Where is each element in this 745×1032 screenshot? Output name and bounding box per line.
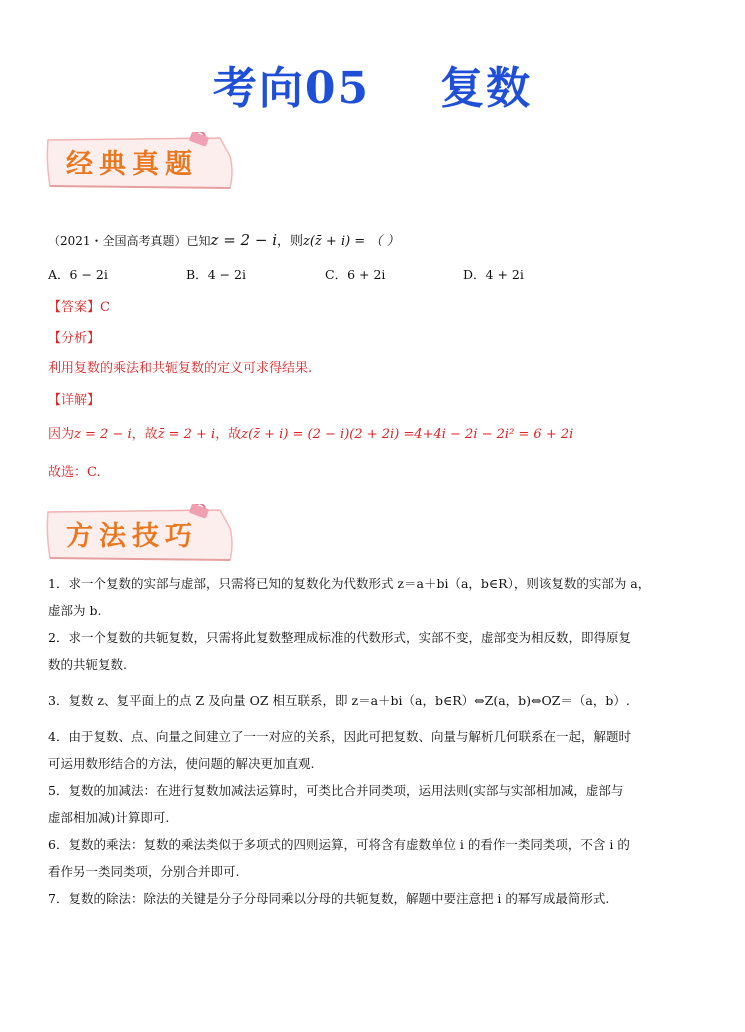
detail-expr1: z = 2 − i: [74, 427, 132, 442]
question-source: （2021・全国高考真题）已知: [48, 234, 211, 248]
detail-expr2: z̄ = 2 + i: [157, 427, 216, 442]
title-part1: 考向05: [212, 63, 371, 114]
option-b: B．4 − 2i: [186, 267, 247, 282]
question-expr1: z = 2 − i: [210, 231, 277, 249]
question-line: [48, 230, 399, 249]
detail-conclusion: 故选：C.: [48, 465, 101, 480]
option-c: C．6 + 2i: [325, 267, 386, 282]
question-mid: ，则: [277, 234, 304, 249]
option-d: D．4 + 2i: [463, 267, 524, 282]
tip-4-line2: 可运用数形结合的方法，使问题的解决更加直观.: [48, 756, 315, 771]
analysis-label: 【分析】: [48, 331, 101, 346]
detail-line: 因为z = 2 − i，故z̄ = 2 + i，故z(z̄ + i) = (2 − i)(2 + 2i) =4+4i − 2i − 2i² = 6 + 2i: [48, 427, 574, 442]
analysis-text: 利用复数的乘法和共轭复数的定义可求得结果.: [48, 361, 313, 376]
answer-line: [48, 296, 110, 315]
tip-5-line1: 5．复数的加减法：在进行复数加减法运算时，可类比合并同类项，运用法则(实部与实部相加减，虚部与: [48, 783, 624, 798]
section-label-methods: 方法技巧: [66, 521, 198, 552]
tip-3-line1: 3．复数 z、复平面上的点 Z 及向量 OZ 相互联系，即 z＝a＋bi（a，b∈R）⇔Z(a，b)⇔OZ＝（a，b）.: [48, 693, 630, 708]
tip-6-line2: 看作另一类同类项，分别合并即可.: [48, 864, 240, 879]
title-part2: 复数: [440, 63, 533, 114]
question-expr2: z(z̄ + i) = （ ）: [303, 234, 400, 249]
page-title: [0, 52, 745, 116]
tip-7-line1: 7．复数的除法：除法的关键是分子分母同乘以分母的共轭复数，解题中要注意把 i 的幂写成最简形式.: [48, 891, 610, 906]
tips-list: [48, 570, 698, 912]
section-banner-classic: [44, 132, 234, 190]
tip-1-line2: 虚部为 b.: [48, 603, 102, 618]
answer-label: 【答案】: [48, 300, 101, 315]
section-banner-methods: [44, 504, 234, 562]
tip-2-line2: 数的共轭复数.: [48, 657, 127, 672]
tip-6-line1: 6．复数的乘法：复数的乘法类似于多项式的四则运算，可将含有虚数单位 i 的看作一类同类项，不含 i 的: [48, 837, 630, 852]
tip-5-line2: 虚部相加减)计算即可.: [48, 810, 170, 825]
answer-value: C: [100, 300, 110, 315]
tip-4-line1: 4．由于复数、点、向量之间建立了一一对应的关系，因此可把复数、向量与解析几何联系在一起，解题时: [48, 729, 631, 744]
section-label-classic: 经典真题: [66, 149, 198, 180]
option-a: A．6 − 2i: [48, 267, 108, 282]
detail-expr3: z(z̄ + i) = (2 − i)(2 + 2i) =4+4i − 2i − 2i² = 6 + 2i: [241, 427, 574, 442]
tip-1-line1: 1．求一个复数的实部与虚部，只需将已知的复数化为代数形式 z＝a＋bi（a，b∈R），则该复数的实部为 a，: [48, 576, 651, 591]
tip-2-line1: 2．求一个复数的共轭复数，只需将此复数整理成标准的代数形式，实部不变，虚部变为相反数，即得原复: [48, 630, 631, 645]
detail-label: 【详解】: [48, 393, 101, 408]
